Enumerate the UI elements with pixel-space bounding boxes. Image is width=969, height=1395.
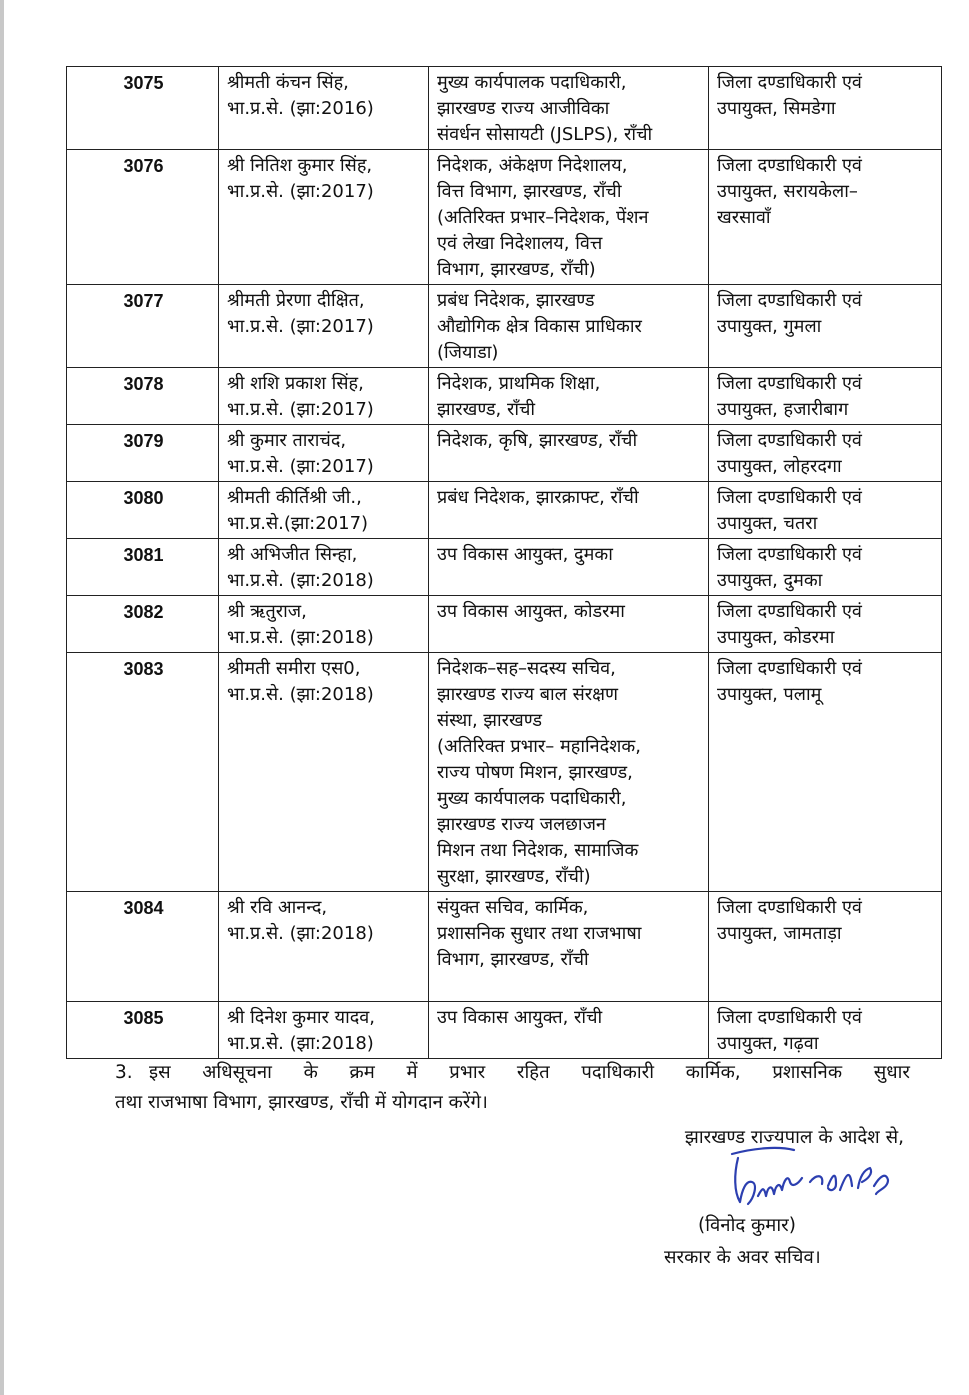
cell-line: श्री शशि प्रकाश सिंह,: [227, 373, 364, 394]
serial-number-cell: 3077: [67, 285, 219, 368]
new-posting-cell: [709, 368, 942, 425]
table-row: [67, 1002, 942, 1059]
cell-line: श्री रवि आनन्द,: [227, 897, 328, 918]
current-post-cell: [429, 425, 709, 482]
cell-line: उपायुक्त, चतरा: [717, 513, 818, 534]
cell-line: जिला दण्डाधिकारी एवं: [717, 544, 862, 565]
cell-line: जिला दण्डाधिकारी एवं: [717, 487, 862, 508]
current-post-cell: [429, 482, 709, 539]
page-edge: [0, 0, 4, 1395]
cell-line: भा.प्र.से. (झा:2018): [227, 684, 374, 705]
paragraph-first-line: [115, 1058, 910, 1088]
cell-line: झारखण्ड राज्य आजीविका: [437, 98, 610, 119]
new-posting-cell: [709, 539, 942, 596]
cell-line: श्री नितिश कुमार सिंह,: [227, 155, 373, 176]
table-row: [67, 425, 942, 482]
new-posting-cell: [709, 425, 942, 482]
cell-line: भा.प्र.से. (झा:2017): [227, 181, 374, 202]
cell-line: उपायुक्त, सरायकेला–: [717, 181, 858, 202]
cell-line: भा.प्र.से. (झा:2016): [227, 98, 374, 119]
cell-line: उपायुक्त, दुमका: [717, 570, 823, 591]
table-row: [67, 596, 942, 653]
cell-line: उपायुक्त, गुमला: [717, 316, 822, 337]
paragraph-line-1: इस अधिसूचना के क्रम में प्रभार रहित पदाधिकारी कार्मिक, प्रशासनिक सुधार: [149, 1062, 910, 1083]
cell-line: उपायुक्त, लोहरदगा: [717, 456, 842, 477]
new-posting-cell: [709, 150, 942, 285]
cell-line: प्रबंध निदेशक, झारखण्ड: [437, 290, 595, 311]
officer-name-cell: [219, 425, 429, 482]
officer-name-cell: [219, 285, 429, 368]
new-posting-cell: [709, 892, 942, 1002]
cell-line: भा.प्र.से. (झा:2018): [227, 1033, 374, 1054]
cell-line: जिला दण्डाधिकारी एवं: [717, 72, 862, 93]
officer-name-cell: [219, 892, 429, 1002]
officer-name-cell: [219, 1002, 429, 1059]
cell-line: संस्था, झारखण्ड: [437, 710, 542, 731]
cell-line: उप विकास आयुक्त, राँची: [437, 1007, 603, 1028]
cell-line: सुरक्षा, झारखण्ड, राँची): [437, 866, 591, 887]
cell-line: राज्य पोषण मिशन, झारखण्ड,: [437, 762, 633, 783]
table-row: [67, 892, 942, 1002]
officer-name-cell: [219, 653, 429, 892]
serial-number-cell: 3081: [67, 539, 219, 596]
serial-number-cell: 3080: [67, 482, 219, 539]
new-posting-cell: [709, 1002, 942, 1059]
table-row: [67, 150, 942, 285]
serial-number-cell: 3078: [67, 368, 219, 425]
serial-number-cell: 3075: [67, 67, 219, 150]
current-post-cell: [429, 892, 709, 1002]
cell-line: खरसावाँ: [717, 207, 771, 228]
cell-line: उपायुक्त, हजारीबाग: [717, 399, 849, 420]
cell-line: निदेशक–सह–सदस्य सचिव,: [437, 658, 616, 679]
current-post-cell: [429, 150, 709, 285]
cell-line: उपायुक्त, गढ़वा: [717, 1033, 819, 1054]
cell-line: श्री दिनेश कुमार यादव,: [227, 1007, 376, 1028]
new-posting-cell: [709, 67, 942, 150]
serial-number-cell: 3084: [67, 892, 219, 1002]
serial-number-cell: 3085: [67, 1002, 219, 1059]
cell-line: विभाग, झारखण्ड, राँची: [437, 949, 589, 970]
current-post-cell: [429, 653, 709, 892]
cell-line: जिला दण्डाधिकारी एवं: [717, 1007, 862, 1028]
cell-line: वित्त विभाग, झारखण्ड, राँची: [437, 181, 622, 202]
cell-line: मिशन तथा निदेशक, सामाजिक: [437, 840, 639, 861]
cell-line: जिला दण्डाधिकारी एवं: [717, 373, 862, 394]
cell-line: श्री कुमार ताराचंद,: [227, 430, 347, 451]
table-row: [67, 67, 942, 150]
paragraph-3: [115, 1058, 910, 1118]
cell-line: (जियाडा): [437, 342, 499, 363]
cell-line: जिला दण्डाधिकारी एवं: [717, 155, 862, 176]
paragraph-number: 3.: [115, 1062, 133, 1083]
signer-title: सरकार के अवर सचिव।: [664, 1247, 821, 1268]
officer-name-cell: [219, 596, 429, 653]
cell-line: उप विकास आयुक्त, कोडरमा: [437, 601, 625, 622]
new-posting-cell: [709, 285, 942, 368]
cell-line: मुख्य कार्यपालक पदाधिकारी,: [437, 788, 627, 809]
current-post-cell: [429, 1002, 709, 1059]
cell-line: झारखण्ड राज्य बाल संरक्षण: [437, 684, 619, 705]
governor-order-line: झारखण्ड राज्यपाल के आदेश से,: [684, 1127, 904, 1148]
cell-line: प्रबंध निदेशक, झारक्राफ्ट, राँची: [437, 487, 639, 508]
cell-line: उप विकास आयुक्त, दुमका: [437, 544, 613, 565]
cell-line: श्रीमती कंचन सिंह,: [227, 72, 349, 93]
table-row: [67, 539, 942, 596]
new-posting-cell: [709, 596, 942, 653]
cell-line: मुख्य कार्यपालक पदाधिकारी,: [437, 72, 627, 93]
cell-line: उपायुक्त, पलामू: [717, 684, 822, 705]
new-posting-cell: [709, 653, 942, 892]
cell-line: उपायुक्त, कोडरमा: [717, 627, 835, 648]
cell-line: श्रीमती कीर्तिश्री जी.,: [227, 487, 362, 508]
cell-line: भा.प्र.से. (झा:2017): [227, 456, 374, 477]
cell-line: झारखण्ड, राँची: [437, 399, 536, 420]
cell-line: भा.प्र.से.(झा:2017): [227, 513, 369, 534]
cell-line: श्री ऋतुराज,: [227, 601, 307, 622]
cell-line: एवं लेखा निदेशालय, वित्त: [437, 233, 603, 254]
cell-line: संवर्धन सोसायटी (JSLPS), राँची: [437, 124, 653, 145]
transfer-table: [66, 66, 942, 1059]
cell-line: विभाग, झारखण्ड, राँची): [437, 259, 596, 280]
serial-number-cell: 3083: [67, 653, 219, 892]
cell-line: जिला दण्डाधिकारी एवं: [717, 290, 862, 311]
current-post-cell: [429, 596, 709, 653]
serial-number-cell: 3082: [67, 596, 219, 653]
officer-name-cell: [219, 482, 429, 539]
cell-line: जिला दण्डाधिकारी एवं: [717, 601, 862, 622]
cell-line: निदेशक, कृषि, झारखण्ड, राँची: [437, 430, 638, 451]
current-post-cell: [429, 285, 709, 368]
cell-line: निदेशक, प्राथमिक शिक्षा,: [437, 373, 601, 394]
officer-name-cell: [219, 150, 429, 285]
cell-line: भा.प्र.से. (झा:2018): [227, 923, 374, 944]
transfer-table-body: [67, 67, 942, 1059]
cell-line: जिला दण्डाधिकारी एवं: [717, 430, 862, 451]
cell-line: उपायुक्त, जामताड़ा: [717, 923, 842, 944]
officer-name-cell: [219, 368, 429, 425]
cell-line: जिला दण्डाधिकारी एवं: [717, 658, 862, 679]
cell-line: श्रीमती प्रेरणा दीक्षित,: [227, 290, 365, 311]
cell-line: (अतिरिक्त प्रभार– महानिदेशक,: [437, 736, 641, 757]
current-post-cell: [429, 67, 709, 150]
cell-line: श्री अभिजीत सिन्हा,: [227, 544, 358, 565]
cell-line: (अतिरिक्त प्रभार–निदेशक, पेंशन: [437, 207, 649, 228]
table-row: [67, 482, 942, 539]
cell-line: औद्योगिक क्षेत्र विकास प्राधिकार: [437, 316, 642, 337]
cell-line: निदेशक, अंकेक्षण निदेशालय,: [437, 155, 628, 176]
current-post-cell: [429, 368, 709, 425]
table-row: [67, 653, 942, 892]
cell-line: झारखण्ड राज्य जलछाजन: [437, 814, 606, 835]
cell-line: प्रशासनिक सुधार तथा राजभाषा: [437, 923, 642, 944]
officer-name-cell: [219, 539, 429, 596]
cell-line: भा.प्र.से. (झा:2017): [227, 399, 374, 420]
table-row: [67, 285, 942, 368]
cell-line: भा.प्र.से. (झा:2018): [227, 570, 374, 591]
handwritten-signature: [724, 1140, 894, 1220]
signer-name: (विनोद कुमार): [698, 1215, 796, 1236]
serial-number-cell: 3079: [67, 425, 219, 482]
officer-name-cell: [219, 67, 429, 150]
cell-line: संयुक्त सचिव, कार्मिक,: [437, 897, 589, 918]
cell-line: श्रीमती समीरा एस0,: [227, 658, 361, 679]
current-post-cell: [429, 539, 709, 596]
new-posting-cell: [709, 482, 942, 539]
cell-line: भा.प्र.से. (झा:2018): [227, 627, 374, 648]
cell-line: उपायुक्त, सिमडेगा: [717, 98, 836, 119]
serial-number-cell: 3076: [67, 150, 219, 285]
cell-line: भा.प्र.से. (झा:2017): [227, 316, 374, 337]
table-row: [67, 368, 942, 425]
cell-line: जिला दण्डाधिकारी एवं: [717, 897, 862, 918]
paragraph-line-2: तथा राजभाषा विभाग, झारखण्ड, राँची में योगदान करेंगे।: [115, 1092, 488, 1113]
